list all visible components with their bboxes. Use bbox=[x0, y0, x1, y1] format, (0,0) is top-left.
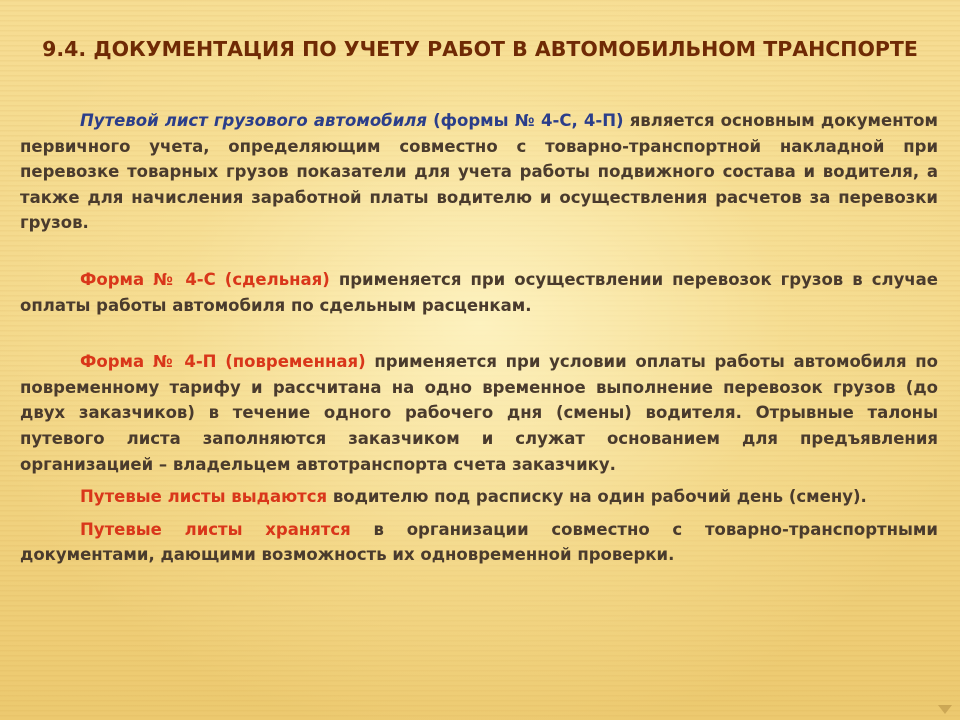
slide-body bbox=[20, 108, 938, 568]
form-4p-term: Форма № 4-П (повременная) bbox=[80, 352, 366, 372]
slide-title: 9.4. ДОКУМЕНТАЦИЯ ПО УЧЕТУ РАБОТ В АВТОМОБИЛЬНОМ ТРАНСПОРТЕ bbox=[42, 37, 918, 61]
paragraph-issued bbox=[20, 484, 938, 510]
waybill-text: является основным документом первичного учета, определяющим совместно с товарно-транспортной накладной при перевозке товарных грузов показатели для учета работы подвижного состава и водителя, а также для начисления заработной платы водителю и осуществления расчетов за перевозки грузов. bbox=[20, 111, 938, 233]
waybill-term: Путевой лист грузового автомобиля bbox=[80, 111, 427, 130]
form-4s-text: применяется при осуществлении перевозок грузов в случае оплаты работы автомобиля по сдельным расценкам. bbox=[20, 269, 938, 315]
stored-term: Путевые листы хранятся bbox=[80, 519, 351, 539]
issued-term: Путевые листы выдаются bbox=[80, 487, 328, 507]
issued-text: водителю под расписку на один рабочий день (смену). bbox=[327, 487, 867, 507]
stored-text: в организации совместно с товарно-транспортными документами, дающими возможность их одновременной проверки. bbox=[20, 519, 938, 565]
form-4p-text: применяется при условии оплаты работы автомобиля по повременному тарифу и рассчитана на одно временное выполнение перевозок грузов (до двух заказчиков) в течение одного рабочего дня (смены) водителя. Отрывные талоны путевого листа заполняются заказчиком и служат основанием для предъявления организацией – владельцем автотранспорта счета заказчику. bbox=[20, 352, 938, 474]
paragraph-waybill bbox=[20, 108, 938, 236]
paragraph-form-4s bbox=[20, 267, 938, 318]
next-slide-arrow-icon[interactable] bbox=[938, 705, 952, 714]
paragraph-form-4p bbox=[20, 349, 938, 477]
form-4s-term: Форма № 4-С (сдельная) bbox=[80, 269, 330, 289]
paragraph-stored bbox=[20, 517, 938, 568]
waybill-forms: (формы № 4-С, 4-П) bbox=[433, 111, 624, 130]
